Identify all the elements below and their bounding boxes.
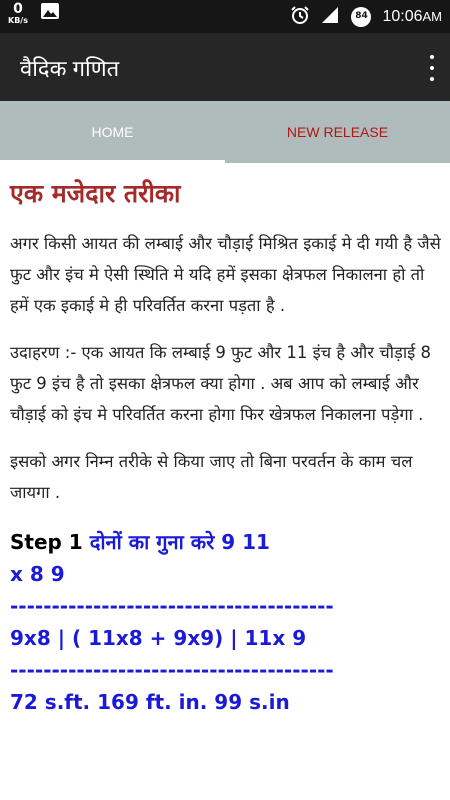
network-speed-value: 0 <box>13 1 23 17</box>
tab-home[interactable]: HOME <box>91 124 134 140</box>
step-label: Step 1 <box>10 529 83 554</box>
article-heading: एक मजेदार तरीका <box>10 179 181 208</box>
tab-new-release[interactable]: NEW RELEASE <box>286 124 389 140</box>
article-paragraph-method: इसको अगर निम्न तरीके से किया जाए तो बिना परवर्तन के काम चल जायगा . <box>10 451 413 502</box>
article-paragraph-intro: अगर किसी आयत की लम्बाई और चौड़ाई मिश्रित इकाई मे दी गयी है जैसे फुट और इंच मे ऐसी स्थिति मे यदि हमें इसका क्षेत्रफल निकालना हो तो हमें एक इकाई मे ही परिवर्तित करना पड़ता है . <box>10 233 441 315</box>
step-multiplier: x 8 9 <box>10 561 65 586</box>
network-speed-unit: KB/s <box>8 16 28 25</box>
formula-line: 9x8 | ( 11x8 + 9x9) | 11x 9 <box>10 625 307 650</box>
overflow-menu-icon[interactable] <box>428 55 436 81</box>
step-text: दोनों का गुना करे 9 11 <box>89 529 270 554</box>
divider-line: --------------------------------------- <box>10 593 334 618</box>
tab-bar <box>0 101 450 163</box>
app-title: वैदिक गणित <box>20 56 120 81</box>
article-content <box>10 178 442 718</box>
tab-selected-indicator <box>0 160 225 163</box>
app-bar <box>0 33 450 101</box>
divider-line-2: --------------------------------------- <box>10 657 334 682</box>
clock-time: 10:06 <box>382 8 423 25</box>
article-paragraph-example: उदाहरण :- एक आयत कि लम्बाई 9 फुट और 11 इंच है और चौड़ाई 8 फुट 9 इंच है तो इसका क्षेत्रफल क्या होगा . अब आप को लम्बाई और चौड़ाई को इंच मे परिवर्तित करना होगा फिर खेत्रफल निकालना पड़ेगा . <box>10 342 431 424</box>
alarm-icon <box>290 5 310 29</box>
signal-icon <box>320 5 340 29</box>
status-bar <box>0 0 450 33</box>
clock <box>382 8 442 26</box>
network-speed <box>8 2 28 25</box>
battery-level: 84 <box>355 11 368 21</box>
gallery-notification-icon <box>40 2 60 24</box>
step-1-line <box>10 526 442 558</box>
result-line: 72 s.ft. 169 ft. in. 99 s.in <box>10 689 290 714</box>
clock-ampm: AM <box>422 9 442 24</box>
battery-icon <box>350 6 372 28</box>
